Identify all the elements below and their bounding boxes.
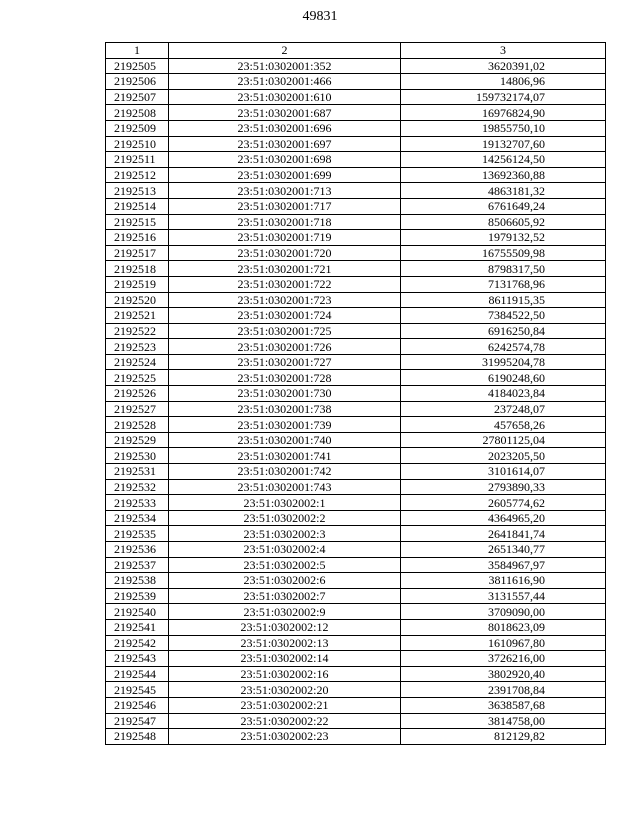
row-number-cell: 2192527 [106,401,169,417]
cadastral-value-cell: 2641841,74 [401,526,606,542]
row-number-cell: 2192511 [106,152,169,168]
cadastral-number-cell: 23:51:0302002:22 [169,713,401,729]
cadastral-value-cell: 4364965,20 [401,510,606,526]
cadastral-value-cell: 19855750,10 [401,120,606,136]
table-body [106,58,606,744]
cadastral-value-cell: 13692360,88 [401,167,606,183]
table-row [106,386,606,402]
table-row [106,619,606,635]
row-number-cell: 2192516 [106,230,169,246]
row-number-cell: 2192539 [106,588,169,604]
table-row [106,230,606,246]
table-row [106,261,606,277]
cadastral-value-cell: 7131768,96 [401,276,606,292]
cadastral-number-cell: 23:51:0302001:698 [169,152,401,168]
cadastral-value-cell: 3584967,97 [401,557,606,573]
cadastral-number-cell: 23:51:0302002:13 [169,635,401,651]
cadastral-value-cell: 6761649,24 [401,198,606,214]
cadastral-number-cell: 23:51:0302001:726 [169,339,401,355]
cadastral-value-table [105,42,606,745]
cadastral-value-cell: 159732174,07 [401,89,606,105]
row-number-cell: 2192533 [106,495,169,511]
cadastral-value-cell: 3131557,44 [401,588,606,604]
row-number-cell: 2192515 [106,214,169,230]
cadastral-value-cell: 2793890,33 [401,479,606,495]
cadastral-value-cell: 2023205,50 [401,448,606,464]
cadastral-number-cell: 23:51:0302001:742 [169,464,401,480]
table-row [106,339,606,355]
table-row [106,542,606,558]
table-row [106,729,606,745]
row-number-cell: 2192541 [106,619,169,635]
row-number-cell: 2192542 [106,635,169,651]
table-row [106,526,606,542]
cadastral-number-cell: 23:51:0302001:724 [169,308,401,324]
cadastral-number-cell: 23:51:0302001:717 [169,198,401,214]
table-row [106,666,606,682]
row-number-cell: 2192506 [106,74,169,90]
cadastral-number-cell: 23:51:0302001:610 [169,89,401,105]
table-row [106,245,606,261]
row-number-cell: 2192530 [106,448,169,464]
table-row [106,713,606,729]
row-number-cell: 2192536 [106,542,169,558]
cadastral-number-cell: 23:51:0302001:741 [169,448,401,464]
row-number-cell: 2192526 [106,386,169,402]
cadastral-value-cell: 3814758,00 [401,713,606,729]
cadastral-value-cell: 457658,26 [401,417,606,433]
cadastral-number-cell: 23:51:0302001:719 [169,230,401,246]
cadastral-number-cell: 23:51:0302002:20 [169,682,401,698]
table-header-row [106,43,606,59]
table-row [106,120,606,136]
row-number-cell: 2192538 [106,573,169,589]
page-number: 49831 [302,9,338,24]
cadastral-number-cell: 23:51:0302001:725 [169,323,401,339]
cadastral-number-cell: 23:51:0302001:730 [169,386,401,402]
cadastral-value-cell: 8018623,09 [401,619,606,635]
cadastral-number-cell: 23:51:0302002:5 [169,557,401,573]
row-number-cell: 2192543 [106,651,169,667]
cadastral-number-cell: 23:51:0302001:722 [169,276,401,292]
cadastral-value-cell: 1610967,80 [401,635,606,651]
table-row [106,401,606,417]
cadastral-value-cell: 1979132,52 [401,230,606,246]
cadastral-number-cell: 23:51:0302001:727 [169,354,401,370]
cadastral-number-cell: 23:51:0302002:14 [169,651,401,667]
table-row [106,323,606,339]
row-number-cell: 2192534 [106,510,169,526]
row-number-cell: 2192512 [106,167,169,183]
cadastral-value-cell: 3726216,00 [401,651,606,667]
row-number-cell: 2192514 [106,198,169,214]
row-number-cell: 2192521 [106,308,169,324]
cadastral-number-cell: 23:51:0302001:713 [169,183,401,199]
table-row [106,557,606,573]
row-number-cell: 2192531 [106,464,169,480]
row-number-cell: 2192510 [106,136,169,152]
cadastral-number-cell: 23:51:0302002:1 [169,495,401,511]
cadastral-number-cell: 23:51:0302002:23 [169,729,401,745]
table-row [106,276,606,292]
table-row [106,573,606,589]
cadastral-number-cell: 23:51:0302002:16 [169,666,401,682]
table-row [106,635,606,651]
row-number-cell: 2192523 [106,339,169,355]
cadastral-value-cell: 31995204,78 [401,354,606,370]
cadastral-value-cell: 8798317,50 [401,261,606,277]
cadastral-value-cell: 3709090,00 [401,604,606,620]
table-row [106,183,606,199]
cadastral-number-cell: 23:51:0302001:740 [169,432,401,448]
row-number-cell: 2192528 [106,417,169,433]
cadastral-number-cell: 23:51:0302001:696 [169,120,401,136]
cadastral-value-cell: 14806,96 [401,74,606,90]
row-number-cell: 2192535 [106,526,169,542]
table-row [106,682,606,698]
cadastral-number-cell: 23:51:0302002:3 [169,526,401,542]
row-number-cell: 2192540 [106,604,169,620]
header-column-1: 1 [106,43,169,59]
row-number-cell: 2192520 [106,292,169,308]
cadastral-number-cell: 23:51:0302001:718 [169,214,401,230]
cadastral-value-cell: 6190248,60 [401,370,606,386]
table-row [106,89,606,105]
cadastral-number-cell: 23:51:0302001:738 [169,401,401,417]
cadastral-value-cell: 8506605,92 [401,214,606,230]
table-row [106,136,606,152]
table-row [106,448,606,464]
table-row [106,167,606,183]
cadastral-value-cell: 6242574,78 [401,339,606,355]
table-row [106,74,606,90]
cadastral-value-cell: 3638587,68 [401,697,606,713]
cadastral-number-cell: 23:51:0302001:352 [169,58,401,74]
cadastral-number-cell: 23:51:0302002:4 [169,542,401,558]
cadastral-number-cell: 23:51:0302002:9 [169,604,401,620]
cadastral-number-cell: 23:51:0302001:699 [169,167,401,183]
table-row [106,308,606,324]
table-row [106,152,606,168]
table-row [106,198,606,214]
cadastral-value-cell: 4184023,84 [401,386,606,402]
cadastral-number-cell: 23:51:0302002:6 [169,573,401,589]
table-row [106,510,606,526]
cadastral-value-cell: 812129,82 [401,729,606,745]
row-number-cell: 2192513 [106,183,169,199]
row-number-cell: 2192505 [106,58,169,74]
row-number-cell: 2192509 [106,120,169,136]
row-number-cell: 2192548 [106,729,169,745]
row-number-cell: 2192522 [106,323,169,339]
cadastral-value-cell: 14256124,50 [401,152,606,168]
cadastral-number-cell: 23:51:0302001:697 [169,136,401,152]
row-number-cell: 2192524 [106,354,169,370]
row-number-cell: 2192518 [106,261,169,277]
cadastral-number-cell: 23:51:0302001:720 [169,245,401,261]
table-row [106,495,606,511]
cadastral-value-cell: 3620391,02 [401,58,606,74]
cadastral-value-cell: 2391708,84 [401,682,606,698]
table-row [106,432,606,448]
cadastral-value-cell: 3101614,07 [401,464,606,480]
table-row [106,58,606,74]
row-number-cell: 2192547 [106,713,169,729]
row-number-cell: 2192507 [106,89,169,105]
cadastral-value-cell: 4863181,32 [401,183,606,199]
row-number-cell: 2192508 [106,105,169,121]
row-number-cell: 2192546 [106,697,169,713]
row-number-cell: 2192529 [106,432,169,448]
table-row [106,214,606,230]
header-column-2: 2 [169,43,401,59]
table-row [106,354,606,370]
cadastral-value-cell: 19132707,60 [401,136,606,152]
cadastral-number-cell: 23:51:0302002:21 [169,697,401,713]
table-row [106,604,606,620]
table-row [106,479,606,495]
cadastral-value-cell: 237248,07 [401,401,606,417]
table-row [106,105,606,121]
table-row [106,417,606,433]
cadastral-number-cell: 23:51:0302001:466 [169,74,401,90]
table-row [106,292,606,308]
cadastral-number-cell: 23:51:0302001:687 [169,105,401,121]
header-column-3: 3 [401,43,606,59]
cadastral-number-cell: 23:51:0302001:728 [169,370,401,386]
cadastral-value-cell: 2651340,77 [401,542,606,558]
cadastral-value-cell: 3802920,40 [401,666,606,682]
cadastral-number-cell: 23:51:0302001:739 [169,417,401,433]
cadastral-value-cell: 7384522,50 [401,308,606,324]
cadastral-value-cell: 16976824,90 [401,105,606,121]
table-row [106,697,606,713]
row-number-cell: 2192537 [106,557,169,573]
row-number-cell: 2192545 [106,682,169,698]
table-row [106,370,606,386]
table-row [106,464,606,480]
cadastral-value-cell: 8611915,35 [401,292,606,308]
cadastral-number-cell: 23:51:0302002:7 [169,588,401,604]
cadastral-number-cell: 23:51:0302002:2 [169,510,401,526]
row-number-cell: 2192517 [106,245,169,261]
cadastral-number-cell: 23:51:0302001:721 [169,261,401,277]
table-row [106,588,606,604]
cadastral-value-cell: 2605774,62 [401,495,606,511]
row-number-cell: 2192532 [106,479,169,495]
cadastral-number-cell: 23:51:0302002:12 [169,619,401,635]
cadastral-value-cell: 16755509,98 [401,245,606,261]
row-number-cell: 2192544 [106,666,169,682]
cadastral-value-cell: 27801125,04 [401,432,606,448]
row-number-cell: 2192525 [106,370,169,386]
row-number-cell: 2192519 [106,276,169,292]
cadastral-value-cell: 6916250,84 [401,323,606,339]
cadastral-value-cell: 3811616,90 [401,573,606,589]
table-row [106,651,606,667]
cadastral-number-cell: 23:51:0302001:743 [169,479,401,495]
cadastral-number-cell: 23:51:0302001:723 [169,292,401,308]
